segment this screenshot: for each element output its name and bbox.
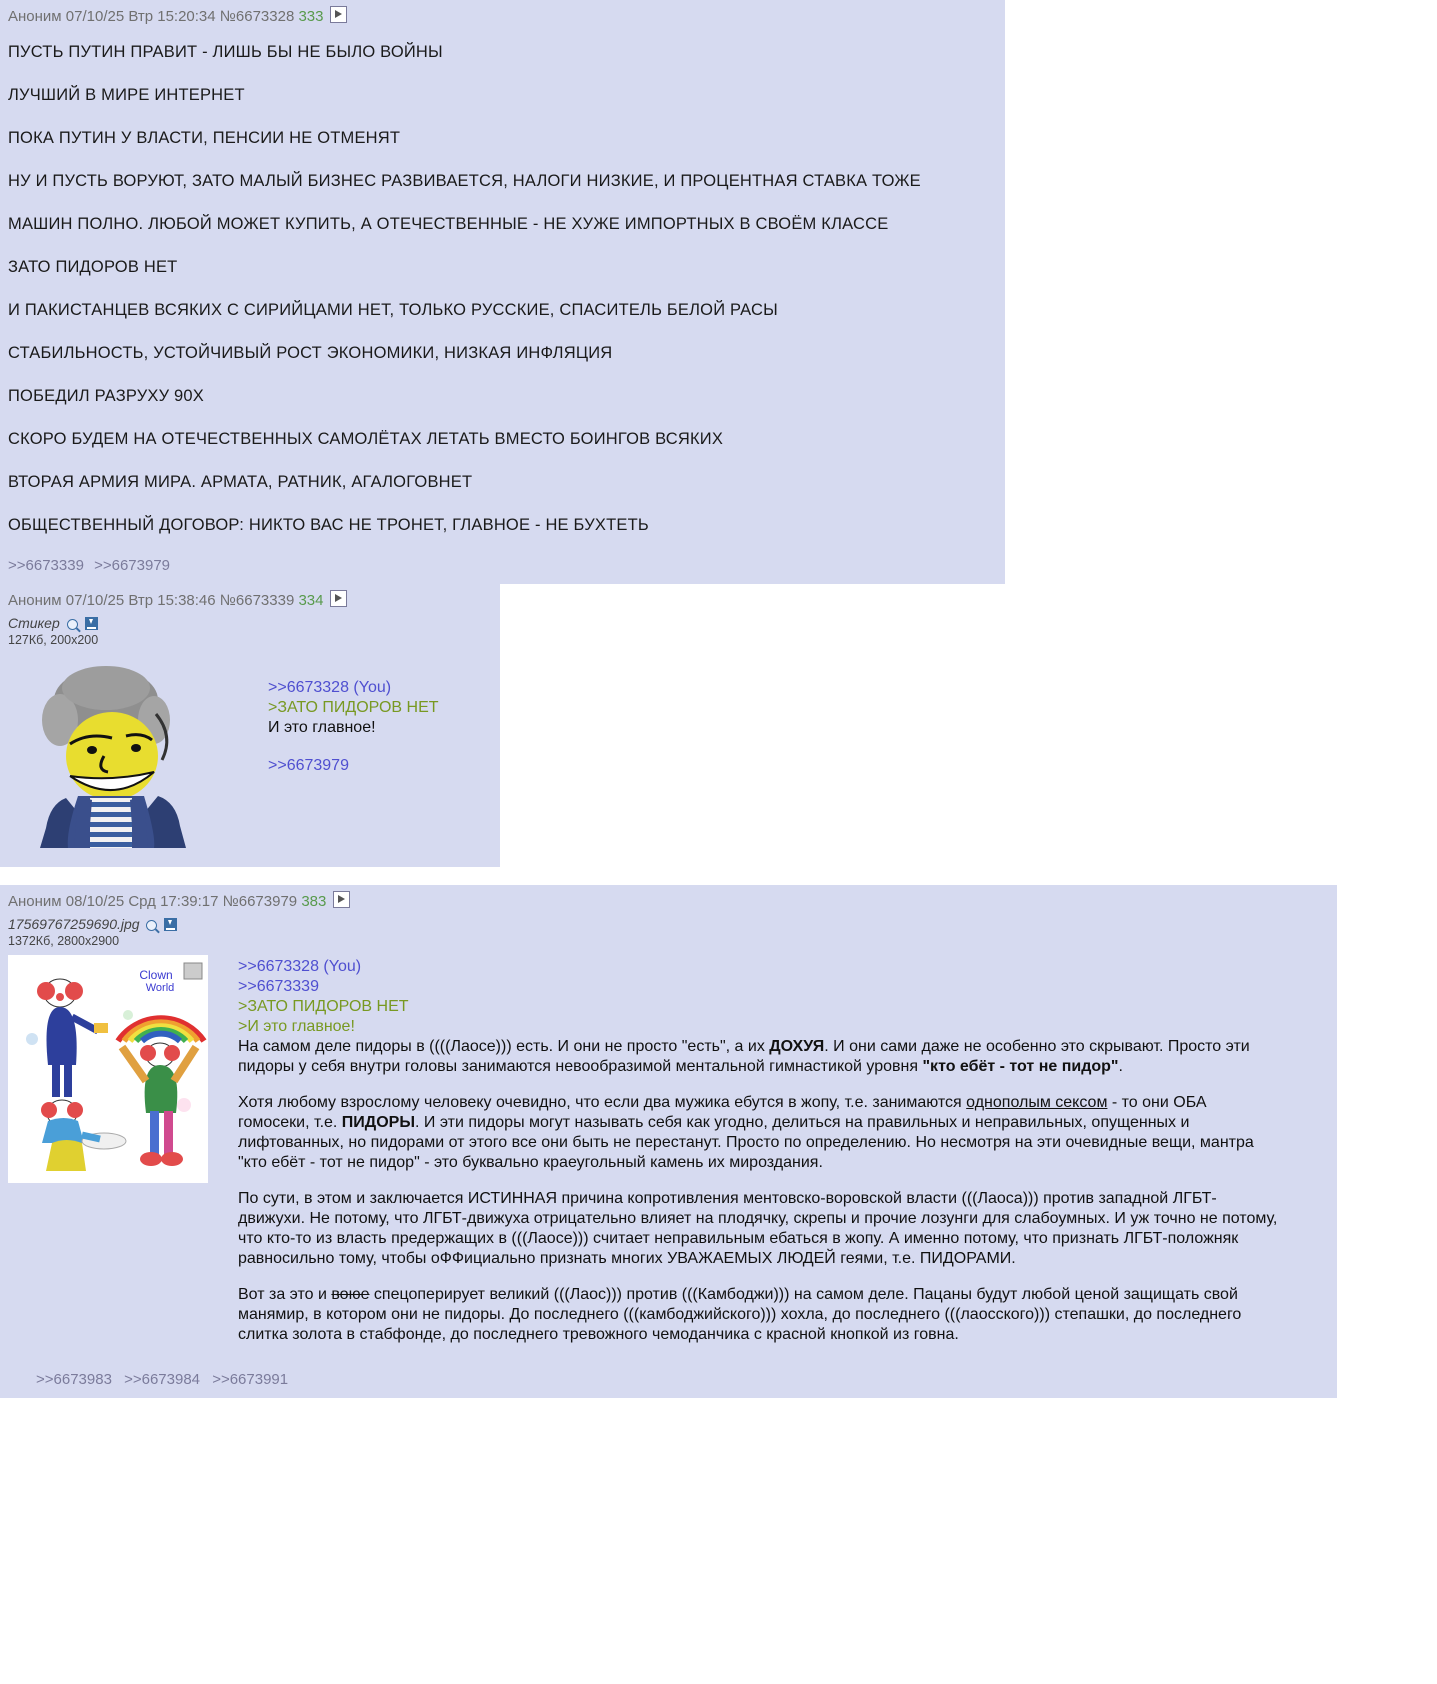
op-line: МАШИН ПОЛНО. ЛЮБОЙ МОЖЕТ КУПИТЬ, А ОТЕЧЕСТВЕННЫЕ - НЕ ХУЖЕ ИМПОРТНЫХ В СВОЁМ КЛАССЕ bbox=[8, 215, 889, 233]
post-number-link[interactable]: №6673979 bbox=[222, 893, 298, 910]
post-message bbox=[238, 957, 1278, 1361]
post-count: 383 bbox=[301, 893, 327, 910]
post-header bbox=[8, 6, 997, 27]
op-line: НУ И ПУСТЬ ВОРУЮТ, ЗАТО МАЛЫЙ БИЗНЕС РАЗВИВАЕТСЯ, НАЛОГИ НИЗКИЕ, И ПРОЦЕНТНАЯ СТАВКА ТОЖЕ bbox=[8, 172, 921, 190]
post-backlinks bbox=[8, 1361, 1329, 1388]
bold-run: ДОХУЯ bbox=[769, 1038, 825, 1055]
post-thumbnail[interactable] bbox=[8, 955, 208, 1361]
backlink[interactable]: >>6673991 bbox=[212, 1371, 289, 1388]
underline-run: однополым сексом bbox=[966, 1094, 1108, 1111]
op-line: ЛУЧШИЙ В МИРЕ ИНТЕРНЕТ bbox=[8, 86, 245, 104]
post-reply-6673979 bbox=[0, 885, 1337, 1398]
post-date: 07/10/25 Втр 15:20:34 bbox=[65, 8, 216, 25]
search-icon[interactable] bbox=[67, 619, 78, 630]
paragraph-1 bbox=[238, 1037, 1278, 1077]
sticker-image[interactable] bbox=[8, 648, 208, 848]
post-author: Аноним bbox=[8, 592, 62, 609]
greentext-line: >ЗАТО ПИДОРОВ НЕТ bbox=[238, 998, 409, 1015]
play-icon[interactable] bbox=[333, 891, 350, 908]
post-reply-6673339 bbox=[0, 584, 500, 867]
post-author: Аноним bbox=[8, 893, 62, 910]
post-header bbox=[8, 891, 1329, 912]
download-icon[interactable] bbox=[85, 617, 98, 630]
file-name[interactable]: 17569767259690.jpg bbox=[8, 916, 140, 932]
paragraph-4 bbox=[238, 1285, 1278, 1345]
post-date: 07/10/25 Втр 15:38:46 bbox=[65, 592, 216, 609]
op-line: ОБЩЕСТВЕННЫЙ ДОГОВОР: НИКТО ВАС НЕ ТРОНЕТ, ГЛАВНОЕ - НЕ БУХТЕТЬ bbox=[8, 516, 649, 534]
op-line: СТАБИЛЬНОСТЬ, УСТОЙЧИВЫЙ РОСТ ЭКОНОМИКИ, НИЗКАЯ ИНФЛЯЦИЯ bbox=[8, 344, 613, 362]
op-line: СКОРО БУДЕМ НА ОТЕЧЕСТВЕННЫХ САМОЛЁТАХ ЛЕТАТЬ ВМЕСТО БОИНГОВ ВСЯКИХ bbox=[8, 430, 724, 448]
download-icon[interactable] bbox=[164, 918, 177, 931]
post-date: 08/10/25 Срд 17:39:17 bbox=[65, 893, 219, 910]
post-header bbox=[8, 590, 492, 611]
post-message bbox=[268, 678, 439, 853]
text-run: Хотя любому взрослому человеку очевидно, что если два мужика ебутся в жопу, т.е. занимаются bbox=[238, 1094, 967, 1111]
svg-text:Clown: Clown bbox=[139, 968, 173, 982]
text-run: . bbox=[1118, 1058, 1123, 1075]
post-number-link[interactable]: №6673339 bbox=[219, 592, 295, 609]
quote-link[interactable]: >>6673979 bbox=[268, 757, 349, 774]
quote-link[interactable]: >>6673328 (You) bbox=[268, 679, 392, 696]
svg-text:World: World bbox=[145, 982, 175, 994]
backlink[interactable]: >>6673984 bbox=[124, 1371, 201, 1388]
op-line: ВТОРАЯ АРМИЯ МИРА. АРМАТА, РАТНИК, АГАЛОГОВНЕТ bbox=[8, 473, 473, 491]
play-icon[interactable] bbox=[330, 590, 347, 607]
search-icon[interactable] bbox=[146, 920, 157, 931]
file-meta: 1372Кб, 2800x2900 bbox=[8, 934, 120, 948]
greentext-line: >ЗАТО ПИДОРОВ НЕТ bbox=[268, 699, 439, 716]
post-author: Аноним bbox=[8, 8, 62, 25]
file-name[interactable]: Стикер bbox=[8, 615, 60, 631]
text-run: - то они ОБА гомосеки, т.е. bbox=[238, 1094, 1207, 1131]
post-thumbnail[interactable] bbox=[8, 648, 208, 853]
backlink[interactable]: >>6673979 bbox=[94, 557, 171, 574]
text-run: На самом деле пидоры в ((((Лаосе))) есть. И они не просто "есть", а их bbox=[238, 1038, 770, 1055]
text-run: . И эти пидоры могут называть себя как угодно, делиться на правильных и неправильных, опущенных и лифтованных, но пидорами от этого все они быть не перестанут. Просто по определению. Но несмотря на эти очевидные вещи, мантра "кто ебёт - тот не пидор" - это буквально краеугольный камень их мироздания. bbox=[238, 1114, 1254, 1171]
post-op bbox=[0, 0, 1005, 584]
quote-link[interactable]: >>6673328 (You) bbox=[238, 958, 362, 975]
post-count: 334 bbox=[298, 592, 324, 609]
backlink[interactable]: >>6673339 bbox=[8, 557, 84, 574]
strike-run: воюе bbox=[331, 1286, 370, 1303]
post-number-link[interactable]: №6673328 bbox=[219, 8, 295, 25]
op-line: ПУСТЬ ПУТИН ПРАВИТ - ЛИШЬ БЫ НЕ БЫЛО ВОЙНЫ bbox=[8, 43, 443, 61]
text-run: Вот за это и bbox=[238, 1286, 332, 1303]
reply-text: И это главное! bbox=[268, 719, 376, 736]
post-backlinks bbox=[8, 557, 997, 574]
text-run: . И они сами даже не особенно это скрывают. Просто эти пидоры у себя внутри головы занимаются невообразимой ментальной гимнастикой уровня bbox=[238, 1038, 1250, 1075]
op-line: ПОБЕДИЛ РАЗРУХУ 90Х bbox=[8, 387, 205, 405]
quote-link[interactable]: >>6673339 bbox=[238, 978, 319, 995]
paragraph-3: По сути, в этом и заключается ИСТИННАЯ причина копротивления ментовско-воровской власти (((Лаоса))) против западной ЛГБТ-движухи. Не потому, что ЛГБТ-движуха отрицательно влияет на плодячку, скрепы и прочие лозунги для слабоумных. И уж точно не потому, что кто-то из власть предержащих в (((Лаосе))) считает неправильным ебаться в жопу. А именно потому, что признать ЛГБТ-положняк равносильно тому, чтобы оФФициально признать многих УВАЖАЕМЫХ ЛЮДЕЙ геями, т.е. ПИДОРАМИ. bbox=[238, 1190, 1278, 1267]
text-run: спецоперирует великий (((Лаос))) против (((Камбоджи))) на самом деле. Пацаны будут любой ценой защищать свой манямир, в котором они не пидоры. До последнего (((камбоджийского))) хохла, до последнего (((лаосского))) степашки, до последнего слитка золота в стабфонде, до последнего тревожного чемоданчика с красной кнопкой из говна. bbox=[238, 1286, 1242, 1343]
clown-world-image[interactable] bbox=[8, 955, 208, 1183]
op-line: И ПАКИСТАНЦЕВ ВСЯКИХ С СИРИЙЦАМИ НЕТ, ТОЛЬКО РУССКИЕ, СПАСИТЕЛЬ БЕЛОЙ РАСЫ bbox=[8, 301, 778, 319]
bold-run: "кто ебёт - тот не пидор" bbox=[922, 1058, 1119, 1075]
file-info bbox=[8, 615, 492, 648]
file-info bbox=[8, 916, 1329, 949]
file-meta: 127Кб, 200x200 bbox=[8, 633, 99, 647]
backlink[interactable]: >>6673983 bbox=[36, 1371, 112, 1388]
op-line: ЗАТО ПИДОРОВ НЕТ bbox=[8, 258, 178, 276]
op-message bbox=[8, 41, 997, 536]
paragraph-2 bbox=[238, 1093, 1278, 1173]
post-count: 333 bbox=[298, 8, 324, 25]
play-icon[interactable] bbox=[330, 6, 347, 23]
op-line: ПОКА ПУТИН У ВЛАСТИ, ПЕНСИИ НЕ ОТМЕНЯТ bbox=[8, 129, 401, 147]
greentext-line: >И это главное! bbox=[238, 1018, 355, 1035]
bold-run: ПИДОРЫ bbox=[341, 1114, 415, 1131]
